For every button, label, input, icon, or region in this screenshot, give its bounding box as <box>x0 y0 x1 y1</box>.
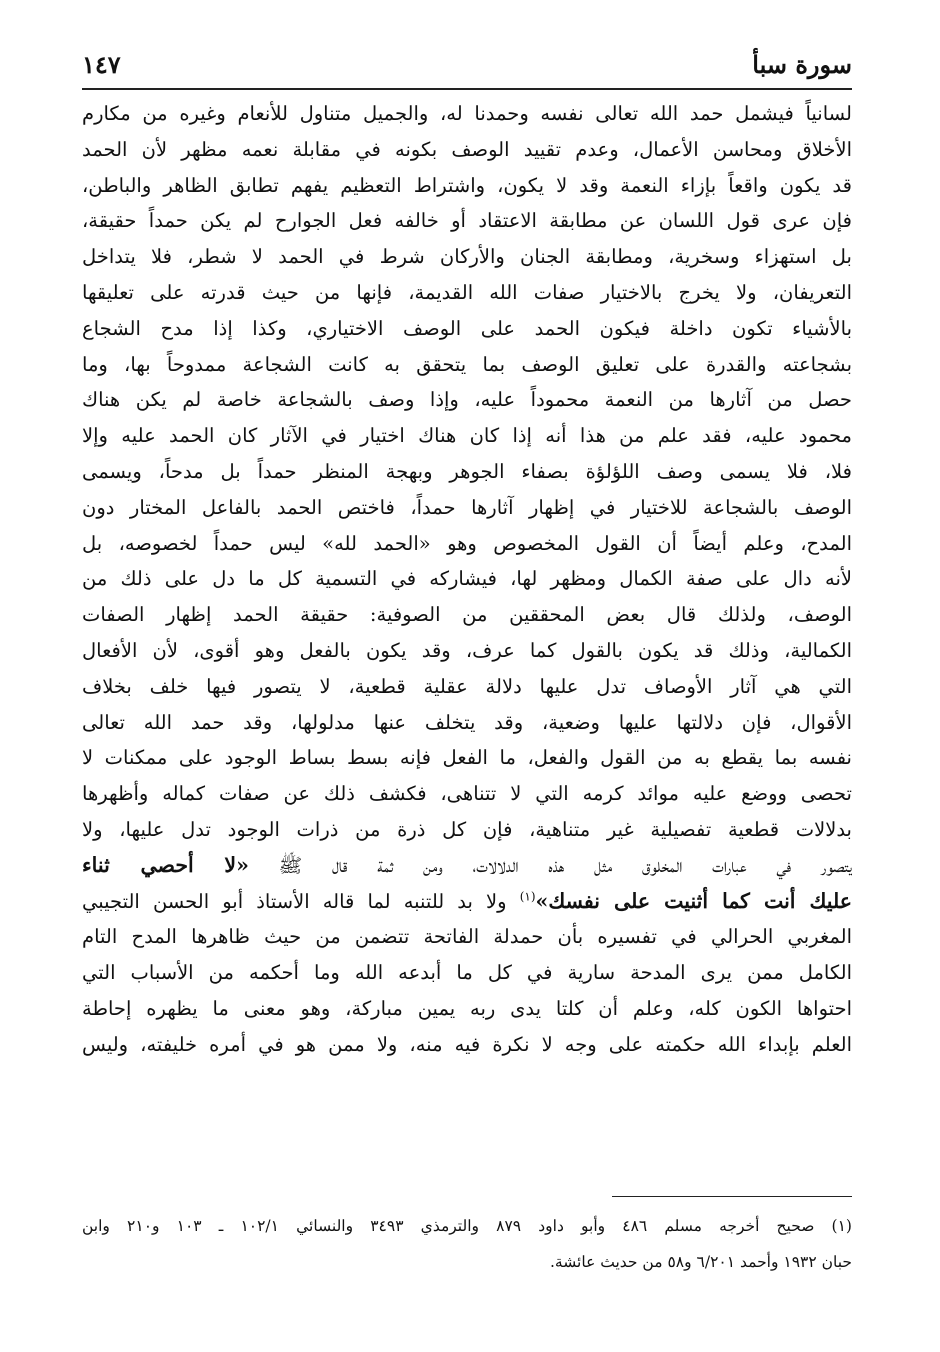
text-line: محمود عليه، فقد علم من هذا أنه إذا كان هناك اختيار في الآثار كان الحمد عليه وإلا <box>82 424 852 448</box>
hadith-quote-start: «لا أحصي ثناء <box>82 852 249 877</box>
text-line-with-quote <box>82 884 852 920</box>
text-line: لأنه دال على صفة الكمال ومظهر لها، فيشاركه في التسمية كل ما دل على ذلك من <box>82 567 852 591</box>
page-number: ١٤٧ <box>82 49 121 79</box>
text-line: التي هي آثار الأوصاف تدل عليها دلالة عقلية قطعية، لا يتصور فيها خلف بخلاف <box>82 674 852 698</box>
text-line-with-quote <box>82 848 852 884</box>
text-line: احتواها الكون كله، وعلم أن كلتا يدى ربه يمين مباركة، وهو معنى ما يظهره إحاطة <box>82 996 852 1020</box>
running-head <box>82 46 852 82</box>
text-line: الأخلاق ومحاسن الأعمال، وعدم تقييد الوصف بكونه في مقابلة نعمه مظهر لأن الحمد <box>82 137 852 161</box>
text-line: قد يكون واقعاً بإزاء النعمة وقد لا يكون، واشتراط التعظيم يفهم تطابق الظاهر والباطن، <box>82 173 852 197</box>
text-line: المغربي الحرالي في تفسيره بأن حمدلة الفاتحة تتضمن من حيث ظاهرها المدح التام <box>82 925 852 949</box>
text-line: الأقوال، فإن دلالتها عليها وضعية، وقد يتخلف عنها مدلولها، وقد حمد الله تعالى <box>82 710 852 734</box>
text-line: الكامل ممن يرى المدحة سارية في كل ما أبدعه الله وما أحكمه من الأسباب التي <box>82 961 852 985</box>
footnote-line: (١) صحيح أخرجه مسلم ٤٨٦ وأبو داود ٨٧٩ والترمذي ٣٤٩٣ والنسائي ١٠٢/١ ـ ١٠٣ و٢١٠ وابن <box>82 1217 852 1235</box>
text-line: التعريفان، ولا يخرج بالاختيار صفات الله القديمة، فإنها من حيث قدرته على تعليقها <box>82 280 852 304</box>
text-segment: يتصور في عبارات المخلوق مثل هذه الدلالات، ومن ثمة قال ﷺ <box>278 853 852 877</box>
footnotes <box>82 1208 852 1280</box>
book-page <box>82 38 852 1328</box>
text-segment: ولا بد للتنبه لما قاله الأستاذ أبو الحسن التجيبي <box>82 889 507 913</box>
text-line: الوصف، ولذلك قال بعض المحققين من الصوفية: حقيقة الحمد إظهار الصفات <box>82 603 852 627</box>
text-line: بالأشياء تكون داخلة فيكون الحمد على الوصف الاختياري، وكذا إذا مدح الشجاع <box>82 316 852 340</box>
header-rule <box>82 88 852 90</box>
text-line: حصل من آثارها من النعمة محموداً عليه، وإذا وصف بالشجاعة خاصة لم يكن هناك <box>82 388 852 412</box>
text-line: نفسه بما يقطع به من القول والفعل، ما الفعل فإنه بسط بساط الوجود على ممكنات لا <box>82 746 852 770</box>
text-line: بشجاعته والقدرة على تعليق الوصف بما يتحقق به كانت الشجاعة ممدوحاً بها، وما <box>82 352 852 376</box>
text-line: العلم بإبداء الله حكمته على وجه لا نكرة فيه منه، ولا ممن هو في أمره خليفته، وليس <box>82 1032 852 1056</box>
text-line: لسانياً فيشمل حمد الله تعالى نفسه وحمدنا له، والجميل متناول للأنعام وغيره من مكارم <box>82 102 852 125</box>
hadith-quote-end: عليك أنت كما أثنيت على نفسك» <box>535 888 852 913</box>
text-line: فلا، فلا يسمى وصف اللؤلؤة بصفاء الجوهر وبهجة المنظر حمداً بل مدحاً، ويسمى <box>82 459 852 483</box>
footnote-line: حبان ١٩٣٢ وأحمد ٦/٢٠١ و٥٨ من حديث عائشة. <box>549 1253 852 1271</box>
text-line: الوصف بالشجاعة للاختيار في إظهار آثارها حمداً، فاختص الحمد بالفاعل المختار دون <box>82 495 852 519</box>
surah-title: سورة سبأ <box>752 49 852 79</box>
text-line: بل استهزاء وسخرية، ومطابقة الجنان والأركان شرط في الحمد لا شطر، فلا يتداخل <box>82 245 852 269</box>
text-line: تحصى ووضع عليه موائد كرمه التي لا تتناهى، فكشف ذلك عن صفات كماله وأظهرها <box>82 782 852 806</box>
text-line: الكمالية، وذلك قد يكون بالقول كما عرف، وقد يكون بالفعل وهو أقوى، لأن الأفعال <box>82 638 852 662</box>
footnote-separator <box>612 1196 852 1197</box>
text-line: المدح، وعلم أيضاً أن القول المخصوص وهو «الحمد لله» ليس حمداً لخصوصه، بل <box>82 531 852 555</box>
footnote-reference[interactable]: (١) <box>519 889 536 904</box>
text-line: فإن عرى قول اللسان عن مطابقة الاعتقاد أو خالفه فعل الجوارح لم يكن حمداً حقيقة، <box>82 209 852 233</box>
text-line: بدلالات قطعية تفصيلية غير متناهية، فإن كل ذرة من ذرات الوجود تدل عليها، ولا <box>82 817 852 841</box>
body-text <box>82 96 852 1063</box>
